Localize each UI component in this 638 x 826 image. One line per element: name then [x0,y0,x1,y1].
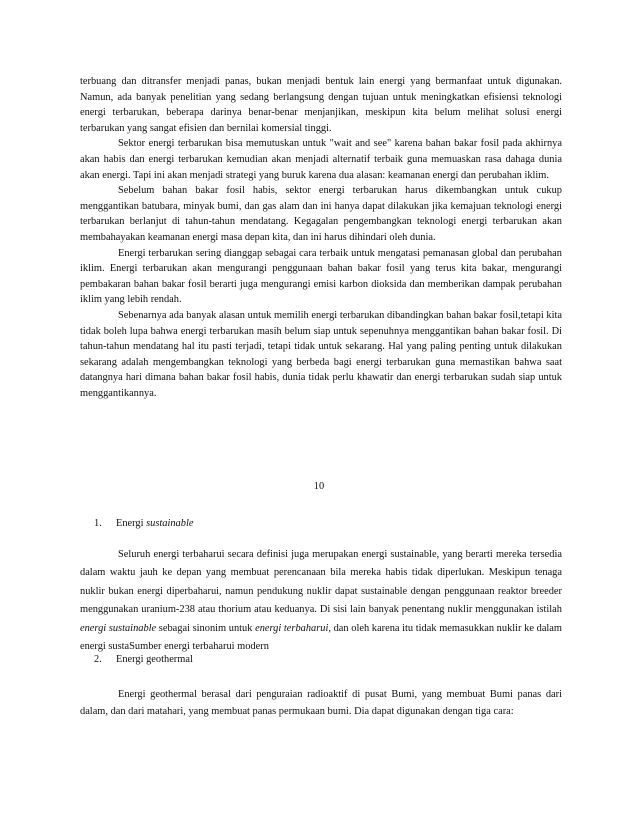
section-title-italic: sustainable [146,518,194,529]
section-number: 1. [94,518,102,529]
section-title: Energi geothermal [116,654,193,665]
paragraph-sustainable [80,546,562,656]
paragraph-continuation: terbuang dan ditransfer menjadi panas, bukan menjadi bentuk lain energi yang bermanfaat untuk digunakan. Namun, ada banyak penelitian yang sedang berlangsung dengan tujuan untuk meningkatkan efisiensi teknologi energi terbarukan, beberapa darinya benar-benar menjanjikan, meskipun kita belum melihat solusi energi terbarukan yang sangat efisien dan bernilai komersial tinggi. [80,76,562,134]
section-title: Energi [116,518,147,529]
section-heading-sustainable [94,517,193,531]
paragraph-climate: Energi terbarukan sering dianggap sebagai cara terbaik untuk mengatasi pemanasan global dan perubahan iklim. Energi terbarukan akan mengurangi penggunaan bahan bakar fosil yang terus kita bakar, mengurangi pembakaran bahan bakar fosil berarti juga mengurangi emisi karbon dioksida dan memberikan dampak perubahan iklim yang lebih rendah. [80,247,562,306]
paragraph-geothermal: Energi geothermal berasal dari penguraian radioaktif di pusat Bumi, yang membuat Bumi panas dari dalam, dan dari matahari, yang membuat panas permukaan bumi. Dia dapat digunakan dengan tiga cara: [80,689,562,717]
text-run: Seluruh energi terbaharui secara definisi juga merupakan energi sustainable, yang berarti mereka tersedia dalam waktu jauh ke depan yang membuat perencanaan bila mereka habis tidak diperlukan. Meskipun tenaga nuklir bukan energi diperbaharui, namun pendukung nuklir dapat sustainable dengan penggunaan reaktor breeder menggunakan uranium-238 atau thorium atau keduanya. Di sisi lain banyak penentang nuklir menggunakan istilah [80,549,562,616]
section-body-geothermal [80,686,562,720]
page-number: 10 [313,481,325,492]
italic-run: energi terbaharui [255,622,329,634]
top-text-block [80,74,562,401]
paragraph-fossil-fuel: Sebelum bahan bakar fosil habis, sektor energi terbarukan harus dikembangkan untuk cukup menggantikan batubara, minyak bumi, dan gas alam dan ini hanya dapat dilakukan jika kemajuan teknologi energi terbarukan berlanjut di tahun-tahun mendatang. Kegagalan pengembangkan teknologi energi terbarukan akan membahayakan keamanan energi masa depan kita, dan ini harus dihindari oleh dunia. [80,185,562,243]
paragraph-wait-and-see: Sektor energi terbarukan bisa memutuskan untuk "wait and see" karena bahan bakar fosil pada akhirnya akan habis dan energi terbarukan kemudian akan menjadi alternatif terbaik guna memuaskan rasa dahaga dunia akan energi. Tapi ini akan menjadi strategi yang buruk karena dua alasan: keamanan energi dan perubahan iklim. [80,138,562,181]
paragraph-reasons: Sebenarnya ada banyak alasan untuk memilih energi terbarukan dibandingkan bahan bakar fosil,tetapi kita tidak boleh lupa bahwa energi terbarukan masih belum siap untuk sepenuhnya menggantikan bahan bakar fosil. Di tahun-tahun mendatang hal itu pasti terjadi, tetapi tidak untuk sekarang. Hal yang paling penting untuk dilakukan sekarang adalah mengembangkan teknologi yang berbeda bagi energi terbarukan guna memastikan bahwa saat datangnya hari dimana bahan bakar fosil habis, dunia tidak perlu khawatir dan energi terbarukan sudah siap untuk menggantikannya. [80,309,562,399]
section-heading-geothermal [94,653,193,667]
italic-run: energi sustainable [80,622,157,634]
text-run: , dan oleh karena itu tidak memasukkan nuklir ke dalam energi sustaSumber energi terbaharui modern [80,622,563,653]
text-run: sebagai sinonim untuk [156,622,256,634]
section-number: 2. [94,654,102,665]
section-body-sustainable [80,546,562,656]
